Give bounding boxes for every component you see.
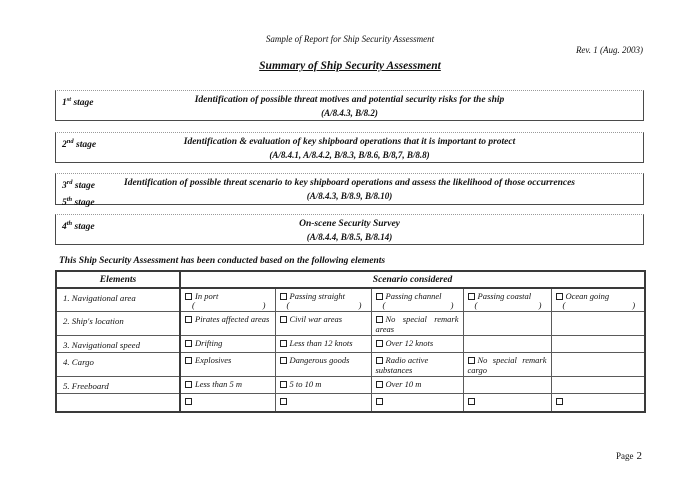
table-row — [56, 353, 645, 377]
scenario-cell — [463, 336, 551, 353]
scenario-cell — [275, 336, 371, 353]
stage-body — [56, 215, 643, 244]
scenario-cell — [275, 288, 371, 312]
scenario-cell — [180, 312, 275, 336]
scenario-cell — [463, 353, 551, 377]
scenario-cell — [371, 394, 463, 412]
stage-label-line: 2nd stage — [62, 138, 97, 151]
checkbox[interactable] — [280, 357, 287, 364]
checkbox[interactable] — [280, 340, 287, 347]
scenario-option-label: Less than 12 knots — [289, 338, 353, 348]
scenario-cell — [371, 288, 463, 312]
checkbox[interactable] — [468, 357, 475, 364]
stage-reference: (A/8.4.1, A/8.4.2, B/8.3, B/8.6, B/8,7, B/8.8) — [269, 150, 430, 160]
table-row — [56, 288, 645, 312]
scenario-option-label: Over 10 m — [385, 379, 422, 389]
scenario-cell — [371, 353, 463, 377]
scenario-cell — [371, 377, 463, 394]
stage-description: Identification & evaluation of key shipboard operations that it is important to protect — [183, 137, 516, 147]
stage-description: On-scene Security Survey — [299, 219, 400, 229]
stage-body — [56, 174, 643, 203]
scenario-cell — [275, 353, 371, 377]
checkbox[interactable] — [280, 293, 287, 300]
page-title: Summary of Ship Security Assessment — [259, 60, 441, 72]
checkbox[interactable] — [185, 293, 192, 300]
scenario-option-label: Passing channel — [385, 291, 442, 301]
checkbox[interactable] — [280, 398, 287, 405]
scenario-cell — [275, 312, 371, 336]
scenario-cell — [275, 394, 371, 412]
stage-box-1 — [55, 90, 644, 121]
row-label — [56, 394, 180, 412]
row-label: 5. Freeboard — [56, 377, 180, 394]
scenario-option-label: No special remark areas — [375, 314, 459, 334]
scenario-cell — [551, 336, 645, 353]
checkbox[interactable] — [376, 316, 383, 323]
row-label: 3. Navigational speed — [56, 336, 180, 353]
checkbox[interactable] — [556, 398, 563, 405]
scenario-cell — [551, 353, 645, 377]
checkbox[interactable] — [185, 381, 192, 388]
scenario-option-label: Civil war areas — [289, 314, 343, 324]
stage-description: Identification of possible threat motives and potential security risks for the ship — [194, 95, 505, 105]
scenario-option-label: Passing coastal — [477, 291, 532, 301]
fill-in-parentheses: ( ) — [382, 300, 454, 310]
fill-in-parentheses: ( ) — [474, 300, 542, 310]
checkbox[interactable] — [556, 293, 563, 300]
stage-description: Identification of possible threat scenario to key shipboard operations and assess the likelihood of those occurrences — [124, 178, 575, 188]
checkbox[interactable] — [185, 340, 192, 347]
checkbox[interactable] — [280, 381, 287, 388]
scenario-cell — [180, 394, 275, 412]
stage-reference: (A/8.4.4, B/8.5, B/8.14) — [306, 232, 393, 242]
checkbox[interactable] — [376, 381, 383, 388]
scenario-cell — [180, 288, 275, 312]
checkbox[interactable] — [280, 316, 287, 323]
fill-in-parentheses: ( ) — [192, 300, 266, 310]
scenario-option-label: Pirates affected areas — [195, 314, 270, 324]
stage-reference: (A/8.4.3, B/8.2) — [321, 108, 378, 118]
column-header-scenario: Scenario considered — [180, 271, 645, 288]
checkbox[interactable] — [468, 293, 475, 300]
scenario-option-label: Dangerous goods — [289, 355, 350, 365]
checkbox[interactable] — [185, 357, 192, 364]
scenario-option-label: Ocean going — [565, 291, 610, 301]
scenario-cell — [551, 312, 645, 336]
scenario-cell — [371, 312, 463, 336]
table-intro: This Ship Security Assessment has been conducted based on the following elements — [59, 256, 386, 266]
scenario-cell — [551, 394, 645, 412]
page-number-label: Page — [616, 451, 634, 461]
checkbox[interactable] — [376, 357, 383, 364]
stage-body — [56, 91, 643, 120]
scenario-cell — [275, 377, 371, 394]
fill-in-parentheses: ( ) — [286, 300, 362, 310]
scenario-option-label: Over 12 knots — [385, 338, 434, 348]
scenario-option-label: Passing straight — [289, 291, 345, 301]
row-label: 4. Cargo — [56, 353, 180, 377]
scenario-option-label: No special remark cargo — [467, 355, 547, 375]
stage-box-3-5 — [55, 173, 644, 209]
checkbox[interactable] — [376, 398, 383, 405]
scenario-cell — [463, 377, 551, 394]
scenario-cell — [180, 377, 275, 394]
stage-label-line: 4th stage — [62, 220, 95, 233]
row-label: 2. Ship's location — [56, 312, 180, 336]
scenario-cell — [551, 288, 645, 312]
stage-reference: (A/8.4.3, B/8.9, B/8.10) — [306, 191, 393, 201]
stage-label — [62, 176, 95, 210]
scenario-cell — [180, 353, 275, 377]
checkbox[interactable] — [376, 340, 383, 347]
table-row — [56, 377, 645, 394]
row-label: 1. Navigational area — [56, 288, 180, 312]
scenario-cell — [463, 288, 551, 312]
stage-label-line: 3rd stage — [62, 179, 95, 192]
scenario-option-label: Less than 5 m — [195, 379, 242, 389]
page-number-value: 2 — [636, 450, 642, 462]
stage-box-2 — [55, 132, 644, 163]
stage-label — [62, 217, 95, 234]
scenario-cell — [180, 336, 275, 353]
elements-table — [55, 270, 646, 413]
column-header-elements: Elements — [56, 271, 180, 288]
fill-in-parentheses: ( ) — [562, 300, 636, 310]
checkbox[interactable] — [185, 316, 192, 323]
scenario-cell — [551, 377, 645, 394]
scenario-cell — [371, 336, 463, 353]
scenario-option-label: Explosives — [195, 355, 232, 365]
scenario-cell — [463, 394, 551, 412]
table-row — [56, 312, 645, 336]
stage-label-line: 5th stage — [62, 196, 95, 209]
stage-label — [62, 135, 96, 152]
stage-label — [62, 93, 94, 110]
document-subtitle: Sample of Report for Ship Security Assessment — [265, 34, 435, 44]
scenario-option-label: In port — [195, 291, 219, 301]
stage-body — [56, 133, 643, 162]
table-row — [56, 336, 645, 353]
checkbox[interactable] — [468, 398, 475, 405]
checkbox[interactable] — [376, 293, 383, 300]
scenario-option-label: Drifting — [195, 338, 223, 348]
scenario-option-label: Radio active substances — [375, 355, 429, 375]
scenario-cell — [463, 312, 551, 336]
page-number — [616, 450, 642, 462]
stage-label-line: 1st stage — [62, 96, 94, 109]
scenario-option-label: 5 to 10 m — [289, 379, 322, 389]
table-header-row — [56, 271, 645, 288]
stage-box-4 — [55, 214, 644, 245]
revision-label: Rev. 1 (Aug. 2003) — [575, 45, 643, 55]
checkbox[interactable] — [185, 398, 192, 405]
table-row — [56, 394, 645, 412]
